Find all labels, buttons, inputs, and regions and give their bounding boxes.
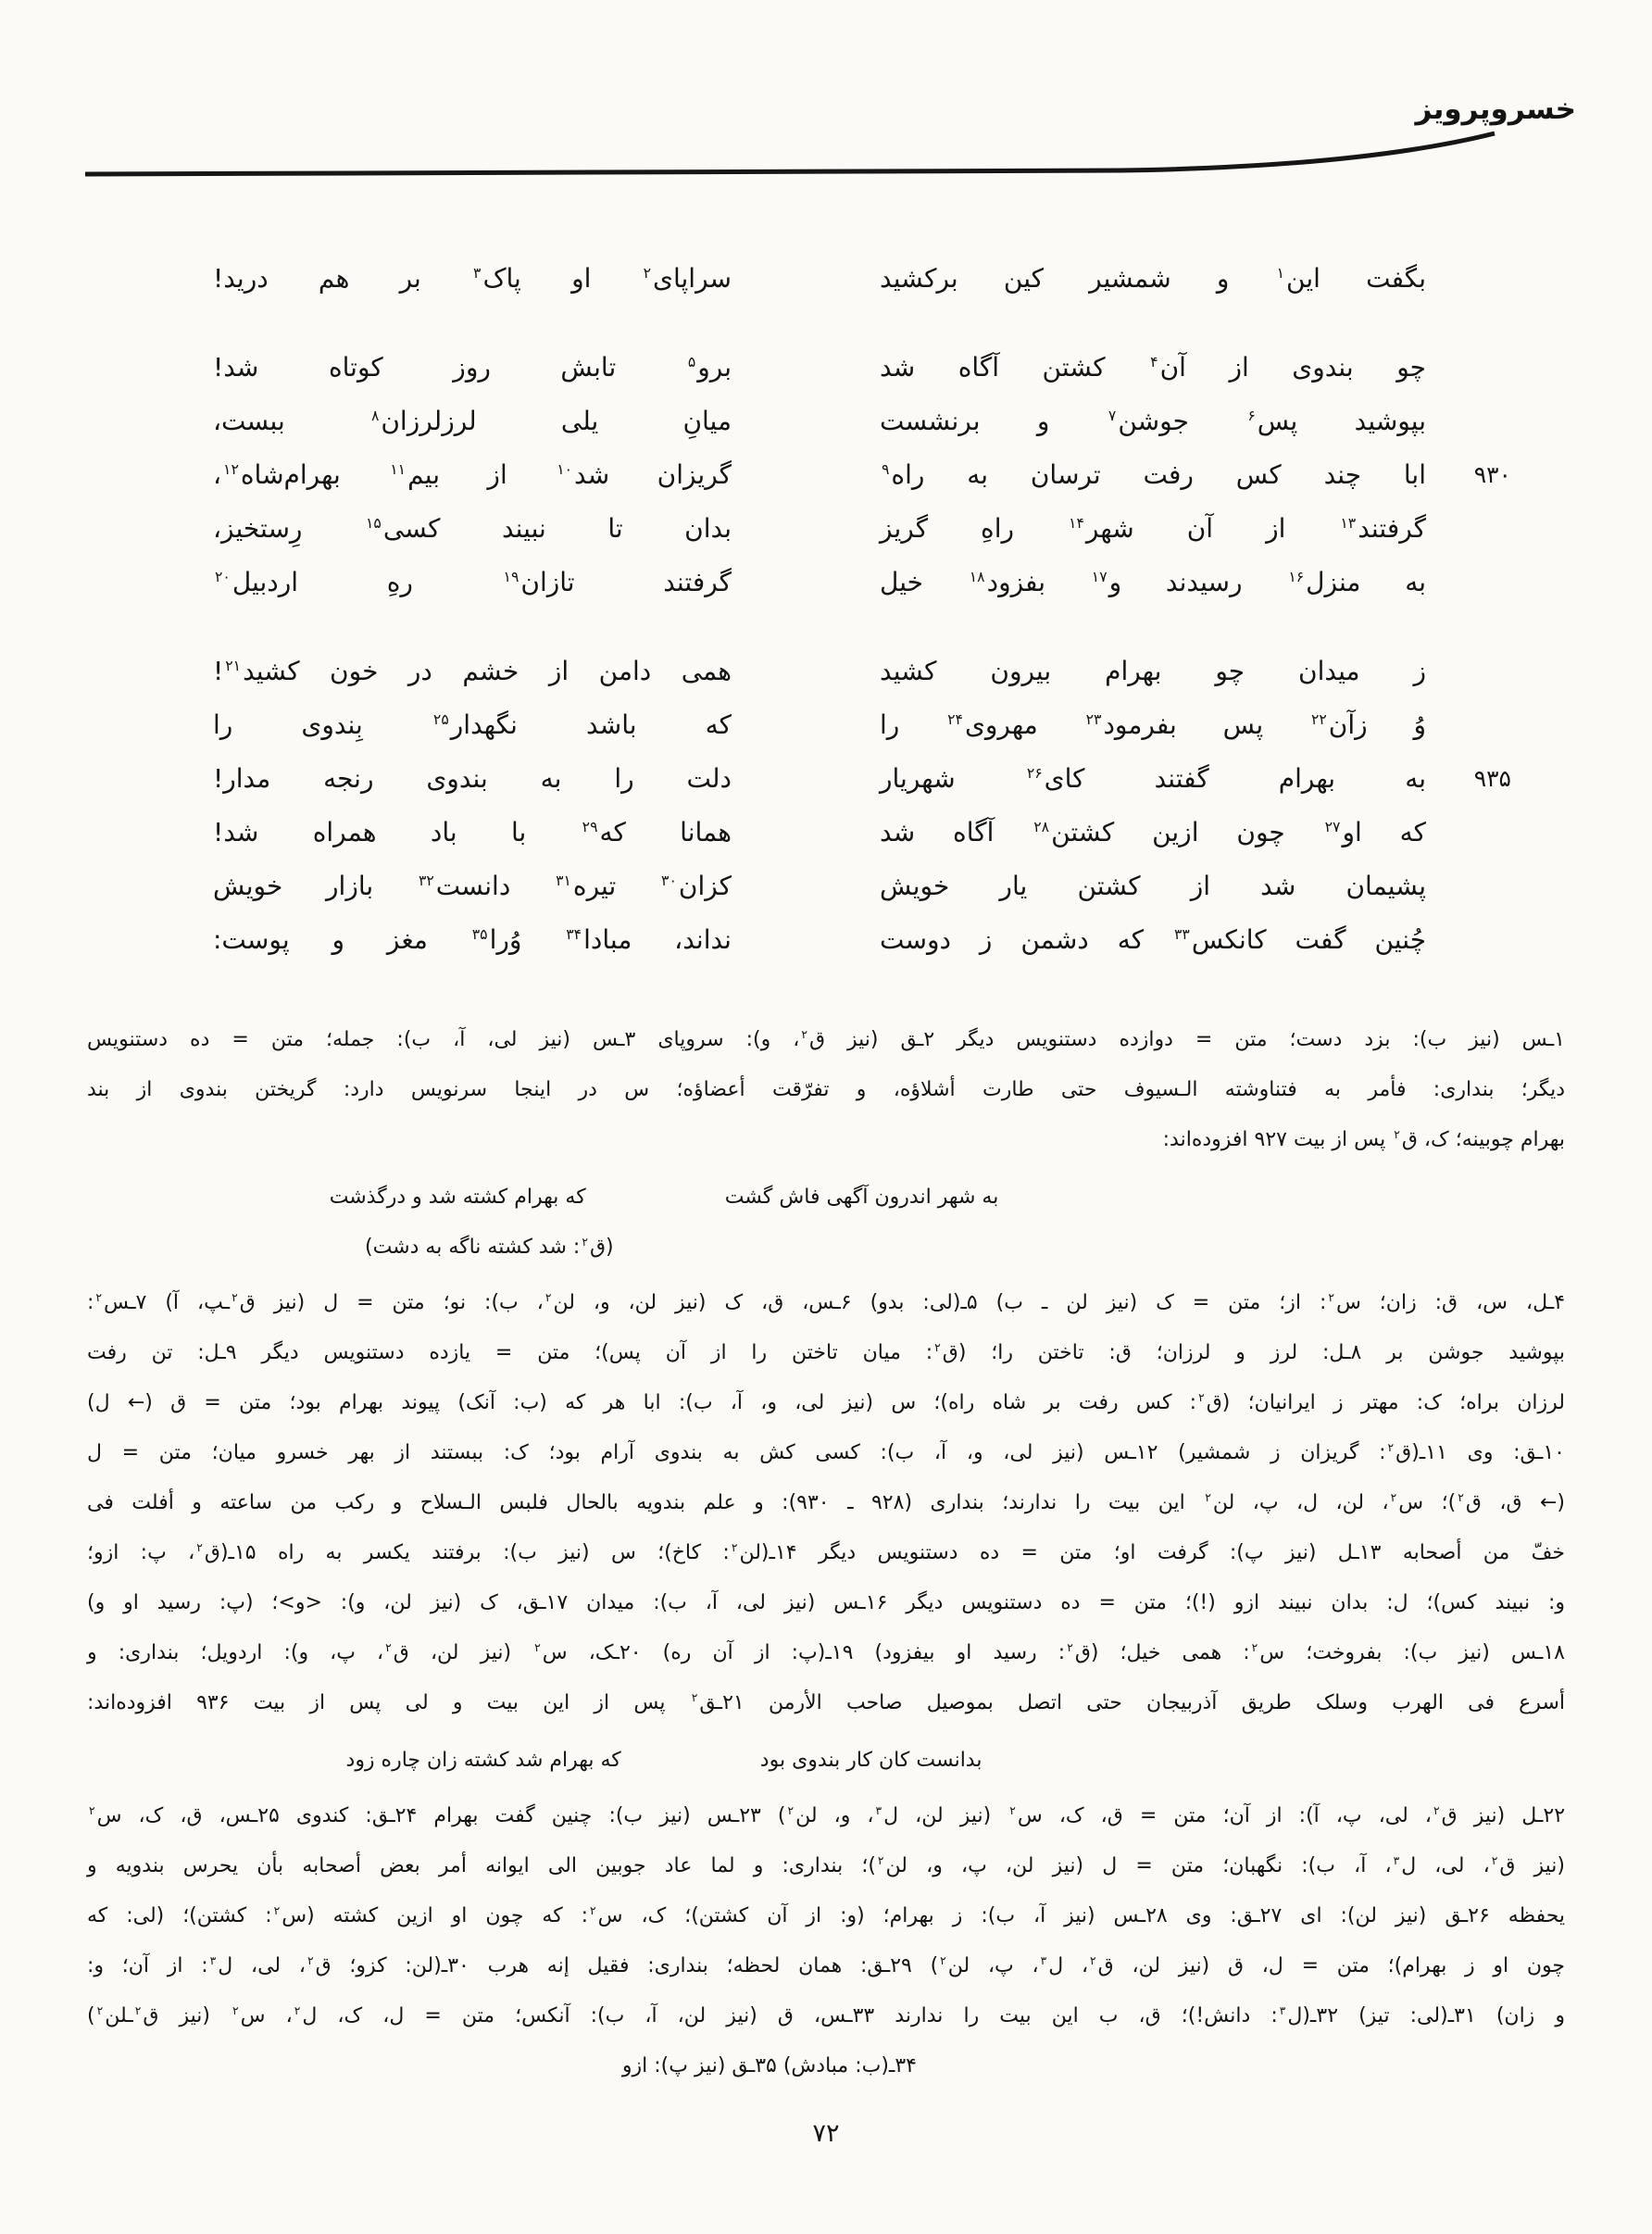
footnote-marker: ۲: [1198, 1390, 1205, 1404]
footnote-marker: ۱۶: [1288, 567, 1305, 585]
couplet-row: [213, 860, 1426, 913]
footnote-marker: ۲: [294, 2003, 301, 2017]
footnote-marker: ۲: [1491, 1853, 1498, 1867]
couplet-row: [213, 645, 1426, 698]
footnote-marker: ۲: [196, 1540, 203, 1554]
footnote-marker: ۲: [643, 263, 652, 282]
header-rule: [83, 119, 1569, 193]
couplet-row: [213, 698, 1426, 752]
hemistich-right: ابا چند کس رفت ترسان به راه$^۹$: [882, 459, 1426, 490]
footnote-marker: ۲: [134, 2003, 142, 2017]
footnote-marker: ۲: [801, 1027, 807, 1041]
hemistich-right: گرفتند$^{۱۳}$ از آن شهر$^{۱۴}$ راهِ گریز: [880, 513, 1426, 544]
hemistich-right: چُنین گفت کانکس$^{۳۳}$ که دشمن ز دوست: [880, 924, 1426, 955]
footnote-marker: ۲: [1433, 1803, 1440, 1817]
footnote-marker: ۲۸: [1033, 817, 1050, 835]
apparatus-line: خفّ من أصحابه ۱۳ـل (نیز پ): گرفت او؛ متن = ده دستنویس دیگر ۱۴ـ(لن$^۲$: کاخ)؛ س (نیز ب): برفتند یکسر به راه ۱۵ـ(ق$^۲$، پ: ازو؛: [87, 1540, 1565, 1564]
footnote-marker: ۲: [232, 2003, 239, 2017]
hemistich-right: بگفت این$^۱$ و شمشیر کین برکشید: [880, 263, 1426, 294]
footnote-marker: ۱۲: [223, 459, 239, 478]
apparatus-line: دیگر؛ بنداری: فأمر به فتناوشته الـسیوف حتی طارت أشلاؤه، و تفرّقت أعضاؤه؛ س در اینجا سرنویس دارد: گریختن بندوی از بند: [87, 1078, 1565, 1101]
footnote-marker: ۱۱: [390, 459, 407, 478]
footnote-marker: ۲: [232, 1290, 238, 1304]
footnote-marker: ۳: [473, 263, 482, 282]
footnote-marker: ۲: [95, 1290, 103, 1304]
hemistich-left: سراپای$^۲$ او پاک$^۳$ بر هم درید!: [213, 263, 732, 294]
hemistich-left: کزان$^{۳۰}$ تیره$^{۳۱}$ دانست$^{۳۲}$ بازار خویش: [213, 871, 732, 901]
hemistich-left: همی دامن از خشم در خون کشید$^{۲۱}$!: [213, 656, 732, 686]
apparatus-couplet-row: [0, 1173, 1403, 1223]
apparatus-hemistich-left: که بهرام شد کشته زان چاره زود: [345, 1749, 621, 1772]
hemistich-left: میانِ یلی لرزلرزان$^۸$ ببست،: [213, 406, 732, 436]
footnote-marker: ۳۳: [1173, 924, 1190, 943]
apparatus-line: ۳۴ـ(ب: مبادش) ۳۵ـق (نیز پ): ازو: [621, 2054, 917, 2077]
footnote-marker: ۲۹: [582, 817, 598, 835]
footnote-marker: ۲: [1328, 1290, 1334, 1304]
couplet-row: [213, 395, 1426, 448]
footnote-marker: ۲: [534, 1640, 541, 1654]
hemistich-right: ز میدان چو بهرام بیرون کشید: [880, 656, 1426, 686]
footnote-marker: ۲: [273, 1903, 281, 1917]
footnote-marker: ۳۴: [566, 924, 582, 943]
apparatus-line: (نیز ق$^۲$، لی، ل$^۳$، آ، ب): نگهبان؛ متن = ل (نیز لن، پ، و، لن$^۲$)؛ بنداری: و لما عاد جوبین الی ایوانه أمر بعض أصحابه بأن یحرس بندویه و: [87, 1853, 1566, 1877]
footnote-marker: ۱۴: [1069, 513, 1084, 532]
apparatus-line: و: نبیند کس)؛ ل: بدان نبیند ازو (!)؛ متن = ده دستنویس دیگر ۱۶ـس (نیز لی، آ، ب): میدان ۱۷ـق، ک (نیز لن، و): <و>؛ (پ: رسید او و): [87, 1591, 1565, 1614]
footnote-marker: ۸: [370, 406, 380, 424]
hemistich-right: به منزل$^{۱۶}$ رسیدند و$^{۱۷}$ بفزود$^{۱۸}$ خیل: [880, 567, 1426, 597]
hemistich-right: که او$^{۲۷}$ چون ازین کشتن$^{۲۸}$ آگاه شد: [880, 817, 1426, 847]
footnote-marker: ۱۰: [557, 459, 573, 478]
hemistich-right: به بهرام گفتند کای$^{۲۶}$ شهریار: [880, 763, 1427, 794]
footnote-marker: ۲: [934, 1340, 941, 1354]
footnote-marker: ۲۷: [1324, 817, 1341, 835]
apparatus-line: ۱ـس (نیز ب): بزد دست؛ متن = دوازده دستنویس دیگر ۲ـق (نیز ق$^۲$، و): سروپای ۳ـس (نیز لی، آ، ب): جمله؛ متن = ده دستنویس: [87, 1027, 1565, 1051]
poem-block: [213, 645, 1511, 967]
footnote-marker: ۳: [1040, 1953, 1047, 1967]
footnote-marker: ۲: [307, 1953, 314, 1967]
apparatus-couplet: [87, 1173, 1565, 1273]
couplet-row: [213, 913, 1426, 967]
poem-block: [213, 341, 1511, 609]
couplet-row: [213, 252, 1426, 306]
footnote-marker: ۱۳: [1340, 513, 1357, 532]
couplet-row: [213, 448, 1511, 502]
footnote-marker: ۱۸: [969, 567, 985, 585]
couplet-row: [213, 341, 1426, 395]
footnote-marker: ۲۱: [225, 656, 242, 674]
footnote-marker: ۲: [1390, 1490, 1397, 1504]
footnote-marker: ۱: [1276, 263, 1284, 282]
footnote-marker: ۲: [940, 1953, 946, 1967]
footnote-marker: ۳: [1393, 1853, 1400, 1867]
apparatus-line: ۴ـل، س، ق: زان؛ س$^۲$: از؛ متن = ک (نیز لن ـ ب) ۵ـ(لی: بدو) ۶ـس، ق، ک (نیز لن، و، لن$^۲$، ب): نو؛ متن = ل (نیز ق$^۲$ـپ، آ) ۷ـس$^۲$:: [87, 1290, 1566, 1314]
footnote-marker: ۲۴: [947, 709, 963, 728]
apparatus-line: أسرع فی الهرب وسلک طریق آذربیجان حتی اتصل بموصیل صاحب الأرمن ۲۱ـق$^۲$ پس از این بیت و لی پس از بیت ۹۳۶ افزوده‌اند:: [87, 1690, 1565, 1714]
footnote-marker: ۲۶: [1026, 763, 1043, 782]
hemistich-left: دلت را به بندوی رنجه مدار!: [213, 763, 732, 794]
hemistich-left: برو$^۵$ تابش روز کوتاه شد!: [213, 352, 732, 383]
apparatus-line: و زان) ۳۱ـ(لی: تیز) ۳۲ـ(ل$^۳$: دانش!)؛ ق، ب این بیت را ندارند ۳۳ـس، ق (نیز لن، آ، ب): آنکس؛ متن = ل، ک، ل$^۲$، س$^۲$ (نیز ق$^۲$ـلن$^۲$): [87, 2003, 1566, 2027]
footnote-marker: ۲: [1205, 1490, 1211, 1504]
footnote-marker: ۲: [385, 1640, 392, 1654]
footnote-marker: ۱۵: [365, 513, 382, 532]
hemistich-left: نداند، مبادا$^{۳۴}$ وُرا$^{۳۵}$ مغز و پوست:: [213, 924, 732, 955]
hemistich-left: گرفتند تازان$^{۱۹}$ رهِ اردبیل$^{۲۰}$: [215, 567, 732, 597]
footnote-marker: ۲۳: [1085, 709, 1102, 728]
footnote-marker: ۱۹: [503, 567, 519, 585]
apparatus-couplet-row: [0, 1736, 1403, 1786]
footnote-marker: ۲: [691, 1690, 698, 1704]
footnote-marker: ۳۲: [418, 871, 434, 889]
hemistich-right: وُ زآن$^{۲۲}$ پس بفرمود$^{۲۳}$ مهروی$^{۲۴}$ را: [880, 709, 1426, 740]
footnote-marker: ۳: [1279, 2003, 1286, 2017]
footnote-marker: ۳۰: [661, 871, 677, 889]
couplet-row: [213, 806, 1426, 860]
apparatus-line: ۲۲ـل (نیز ق$^۲$، لی، پ، آ): از آن؛ متن = ق، ک، س$^۲$ (نیز لن، ل$^۳$، و، لن$^۲$) ۲۳ـس (نیز ب): چنین گفت بهرام ۲۴ـق: کندوی ۲۵ـس، ق، ک، س$^۲$: [89, 1803, 1566, 1827]
apparatus-line: چون او ز بهرام)؛ متن = ل، ق (نیز لن، ق$^۲$، ل$^۳$، پ، لن$^۲$) ۲۹ـق: همان لحظه؛ بنداری: فقیل إنه هرب ۳۰ـ(لن: کزو؛ ق$^۲$، لی، ل$^۳$: از آن؛ و:: [87, 1953, 1565, 1977]
poem-block: [213, 252, 1426, 306]
footnote-marker: ۲: [1387, 1440, 1395, 1454]
poem: [213, 252, 1511, 1002]
page-number: ۷۲: [812, 2119, 840, 2148]
apparatus-line: بهرام چوبینه؛ ک، ق$^۲$ پس از بیت ۹۲۷ افزوده‌اند:: [1162, 1127, 1565, 1151]
apparatus-line: ۱۰ـق: وی ۱۱ـ(ق$^۲$: گریزان ز شمشیر) ۱۲ـس (نیز لی، و، آ، ب): کسی کش به بندوی آرام بود؛ ک: ببستند از بهر خسرو میان؛ متن = ل: [87, 1440, 1565, 1464]
footnote-marker: ۲۰: [215, 567, 231, 585]
footnote-marker: ۳۵: [471, 924, 488, 943]
apparatus-couplet: [87, 1736, 1565, 1786]
hemistich-right: پشیمان شد از کشتن یار خویش: [880, 871, 1426, 901]
footnote-marker: ۵: [687, 352, 696, 370]
apparatus-line: یحفظه ۲۶ـق (نیز لن): ای ۲۷ـق: وی ۲۸ـس (نیز آ، ب): ز بهرام؛ (و: از آن کشتن)؛ ک، س$^۲$: که چون او ازین کشته (س$^۲$: کشتن)؛ (لی: که: [87, 1903, 1566, 1927]
hemistich-left: همانا که$^{۲۹}$ با باد همراه شد!: [213, 817, 732, 847]
footnote-marker: ۲: [582, 1235, 588, 1249]
footnote-marker: ۹: [882, 459, 890, 478]
apparatus-hemistich-left: که بهرام کشته شد و درگذشت: [329, 1186, 586, 1209]
footnote-marker: ۲۲: [1310, 709, 1327, 728]
footnote-marker: ۲: [89, 1803, 95, 1817]
footnote-marker: ۲۵: [432, 709, 449, 728]
footnote-marker: ۲: [1009, 1803, 1016, 1817]
footnote-marker: ۲: [96, 2003, 104, 2017]
footnote-marker: ۲: [1394, 1127, 1400, 1141]
footnote-marker: ۲: [787, 1803, 795, 1817]
footnote-marker: ۲: [590, 1903, 596, 1917]
footnote-marker: ۲: [1458, 1490, 1464, 1504]
footnote-marker: ۱۷: [1091, 567, 1108, 585]
apparatus-hemistich-right: بدانست کان کار بندوی بود: [759, 1749, 982, 1772]
hemistich-right: چو بندوی از آن$^۴$ کشتن آگاه شد: [880, 352, 1426, 383]
hemistich-left: بدان تا نبیند کسی$^{۱۵}$ رِستخیز،: [213, 513, 732, 544]
footnote-marker: ۲: [877, 1853, 884, 1867]
hemistich-left: که باشد نگهدار$^{۲۵}$ بِندوی را: [213, 709, 732, 740]
hemistich-right: بپوشید پس$^۶$ جوشن$^۷$ و برنشست: [880, 406, 1426, 436]
footnote-marker: ۶: [1247, 406, 1256, 424]
apparatus: [87, 1015, 1565, 2091]
apparatus-hemistich-right: به شهر اندرون آگهی فاش گشت: [724, 1186, 999, 1209]
verse-number: ۹۳۵: [1473, 765, 1511, 792]
footnote-marker: ۲: [544, 1290, 552, 1304]
apparatus-line: ۱۸ـس (نیز ب): بفروخت؛ س$^۲$: همی خیل؛ (ق$^۲$: رسید او بیفزود) ۱۹ـ(پ: از آن ره) ۲۰ـک، س$^۲$ (نیز لن، ق$^۲$، پ، و): اردویل؛ بنداری: و: [87, 1640, 1565, 1664]
apparatus-line: (← ق، ق$^۲$)؛ س$^۲$، لن، ل، پ، لن$^۲$ این بیت را ندارند؛ بنداری (۹۲۸ ـ ۹۳۰): و علم بندویه بالحال فلبس الـسلاح و رکب من ساعته و أفلت فی: [87, 1490, 1565, 1514]
footnote-marker: ۲: [1090, 1953, 1096, 1967]
running-head-title: خسروپرویز: [1415, 93, 1576, 126]
footnote-marker: ۲: [1067, 1640, 1073, 1654]
apparatus-line: لرزان براه؛ ک: مهتر ز ایرانیان؛ (ق$^۲$: کس رفت بر شاه راه)؛ س (نیز لی، و، آ، ب): ابا هر که (ب: آنک) پیوند بهرام بود؛ متن = ق (← ل): [87, 1390, 1565, 1414]
couplet-row: [213, 502, 1426, 556]
hemistich-left: گریزان شد$^{۱۰}$ از بیم$^{۱۱}$ بهرام‌شاه$^{۱۲}$،: [213, 459, 732, 490]
footnote-marker: ۷: [1108, 406, 1117, 424]
footnote-marker: ۲: [1251, 1640, 1258, 1654]
footnote-marker: ۳۱: [556, 871, 571, 889]
footnote-marker: ۲: [731, 1540, 738, 1554]
footnote-marker: ۴: [1150, 352, 1158, 370]
apparatus-line: بپوشید جوشن بر ۸ـل: لرز و لرزان؛ ق: تاختن را؛ (ق$^۲$: میان تاختن را از آن پس)؛ متن = یازده دستنویس دیگر ۹ـل: تن رفت: [87, 1340, 1565, 1364]
couplet-row: [213, 556, 1426, 609]
apparatus-couplet-variant: (ق$^۲$: شد کشته ناگه به دشت): [365, 1235, 614, 1259]
couplet-row: [213, 752, 1511, 806]
footnote-marker: ۳: [209, 1953, 217, 1967]
verse-number: ۹۳۰: [1473, 461, 1511, 488]
footnote-marker: ۳: [875, 1803, 882, 1817]
